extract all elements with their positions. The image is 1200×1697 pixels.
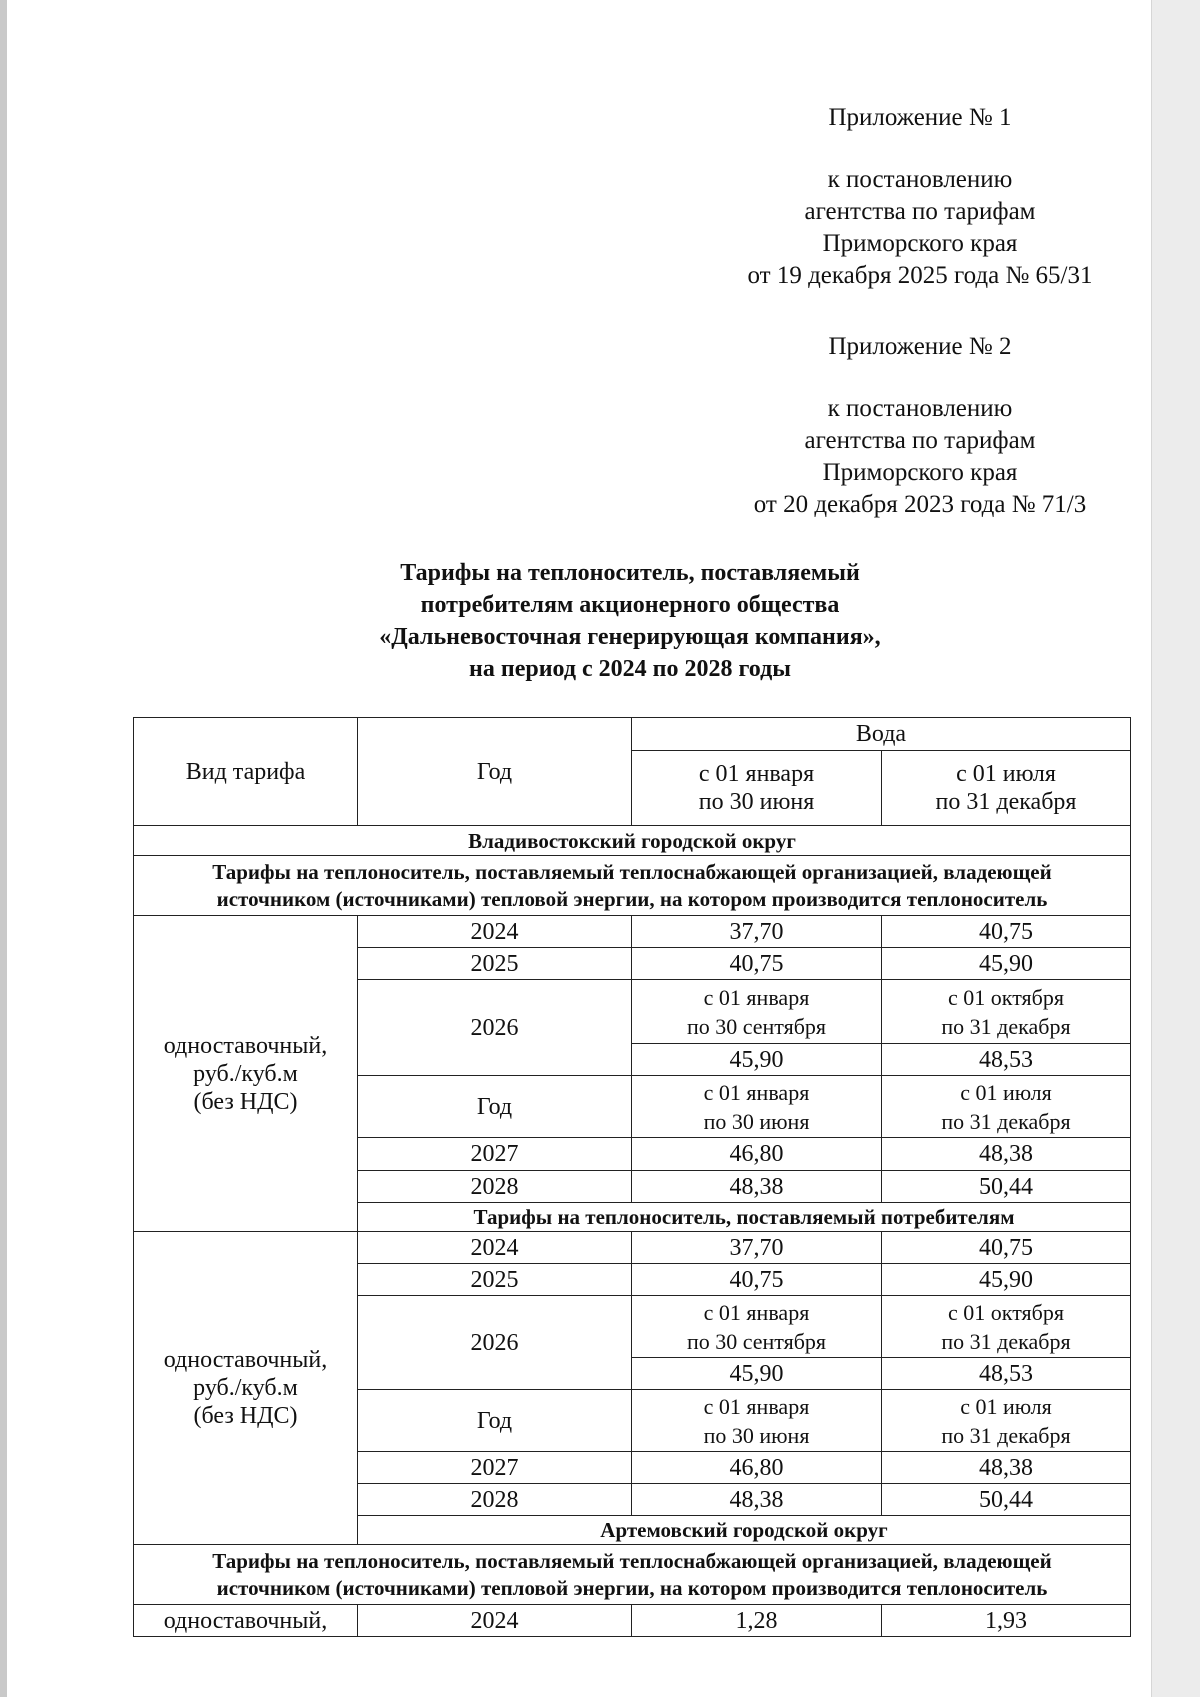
value-cell: 50,44 — [882, 1484, 1131, 1516]
value-cell: 48,38 — [632, 1484, 882, 1516]
title-line: «Дальневосточная генерирующая компания», — [379, 624, 881, 650]
tariff-subheading: Тарифы на теплоноситель, поставляемый теплоснабжающей организацией, владеющей источником (источниками) тепловой энергии, на котором производится теплоноситель — [134, 1545, 1131, 1605]
value-cell: 45,90 — [882, 948, 1131, 980]
title-line: на период с 2024 по 2028 годы — [469, 656, 791, 682]
value-cell: 40,75 — [632, 948, 882, 980]
value-cell: 40,75 — [632, 1264, 882, 1296]
period-cell: с 01 января по 30 июня — [632, 1076, 882, 1138]
value-cell: 40,75 — [882, 1232, 1131, 1264]
year-cell: 2024 — [358, 916, 632, 948]
tariff-table — [133, 717, 1131, 1637]
year-cell: 2024 — [358, 1232, 632, 1264]
year-cell: 2026 — [358, 980, 632, 1076]
year-cell: 2028 — [358, 1171, 632, 1203]
value-cell: 45,90 — [632, 1358, 882, 1390]
value-cell: 48,53 — [882, 1358, 1131, 1390]
appendix-1-line: от 19 декабря 2025 года № 65/31 — [747, 262, 1093, 289]
district-heading: Владивостокский городской округ — [134, 826, 1131, 856]
appendix-1-line: к постановлению — [827, 166, 1013, 193]
header-year: Год — [358, 718, 632, 826]
period-cell: с 01 июля по 31 декабря — [882, 1076, 1131, 1138]
period-cell: с 01 января по 30 июня — [632, 1390, 882, 1452]
appendix-2-block — [710, 331, 1130, 521]
year-cell: 2025 — [358, 948, 632, 980]
value-cell: 45,90 — [632, 1044, 882, 1076]
value-cell: 1,28 — [632, 1605, 882, 1637]
appendix-2-line: Приморского края — [822, 459, 1018, 486]
period-cell: с 01 июля по 31 декабря — [882, 1390, 1131, 1452]
year-cell: 2026 — [358, 1296, 632, 1390]
value-cell: 46,80 — [632, 1452, 882, 1484]
year-cell: 2024 — [358, 1605, 632, 1637]
appendix-1-block — [710, 102, 1130, 292]
value-cell: 37,70 — [632, 1232, 882, 1264]
value-cell: 50,44 — [882, 1171, 1131, 1203]
period-cell: с 01 октября по 31 декабря — [882, 1296, 1131, 1358]
value-cell: 48,53 — [882, 1044, 1131, 1076]
scan-left-edge — [0, 0, 7, 1697]
appendix-2-title: Приложение № 2 — [828, 333, 1012, 360]
appendix-1-line: агентства по тарифам — [804, 198, 1036, 225]
appendix-2-line: к постановлению — [827, 395, 1013, 422]
district-heading: Артемовский городской округ — [358, 1516, 1131, 1545]
title-line: потребителям акционерного общества — [420, 592, 840, 618]
year-cell: 2027 — [358, 1452, 632, 1484]
year-cell: 2025 — [358, 1264, 632, 1296]
value-cell: 48,38 — [882, 1452, 1131, 1484]
tariff-type-cell: одноставочный, руб./куб.м (без НДС) — [134, 1232, 358, 1545]
year-cell: 2027 — [358, 1138, 632, 1171]
header-period-2: с 01 июля по 31 декабря — [882, 751, 1131, 826]
header-water: Вода — [632, 718, 1131, 751]
period-cell: с 01 января по 30 сентября — [632, 1296, 882, 1358]
tariff-type-cell: одноставочный, руб./куб.м (без НДС) — [134, 916, 358, 1232]
appendix-1-title: Приложение № 1 — [828, 104, 1012, 131]
scan-right-margin — [1152, 0, 1200, 1697]
value-cell: 45,90 — [882, 1264, 1131, 1296]
appendix-2-line: от 20 декабря 2023 года № 71/3 — [753, 491, 1087, 518]
header-period-1: с 01 января по 30 июня — [632, 751, 882, 826]
appendix-1-line: Приморского края — [822, 230, 1018, 257]
appendix-2-line: агентства по тарифам — [804, 427, 1036, 454]
value-cell: 46,80 — [632, 1138, 882, 1171]
title-line: Тарифы на теплоноситель, поставляемый — [400, 560, 860, 586]
value-cell: 40,75 — [882, 916, 1131, 948]
period-cell: с 01 января по 30 сентября — [632, 980, 882, 1044]
value-cell: 48,38 — [632, 1171, 882, 1203]
year-cell: Год — [358, 1076, 632, 1138]
header-tariff-type: Вид тарифа — [134, 718, 358, 826]
tariff-subheading: Тарифы на теплоноситель, поставляемый потребителям — [358, 1203, 1131, 1232]
tariff-type-cell: одноставочный, — [134, 1605, 358, 1637]
year-cell: Год — [358, 1390, 632, 1452]
value-cell: 37,70 — [632, 916, 882, 948]
document-title — [230, 557, 1030, 685]
year-cell: 2028 — [358, 1484, 632, 1516]
value-cell: 1,93 — [882, 1605, 1131, 1637]
tariff-subheading: Тарифы на теплоноситель, поставляемый теплоснабжающей организацией, владеющей источником (источниками) тепловой энергии, на котором производится теплоноситель — [134, 856, 1131, 916]
value-cell: 48,38 — [882, 1138, 1131, 1171]
period-cell: с 01 октября по 31 декабря — [882, 980, 1131, 1044]
